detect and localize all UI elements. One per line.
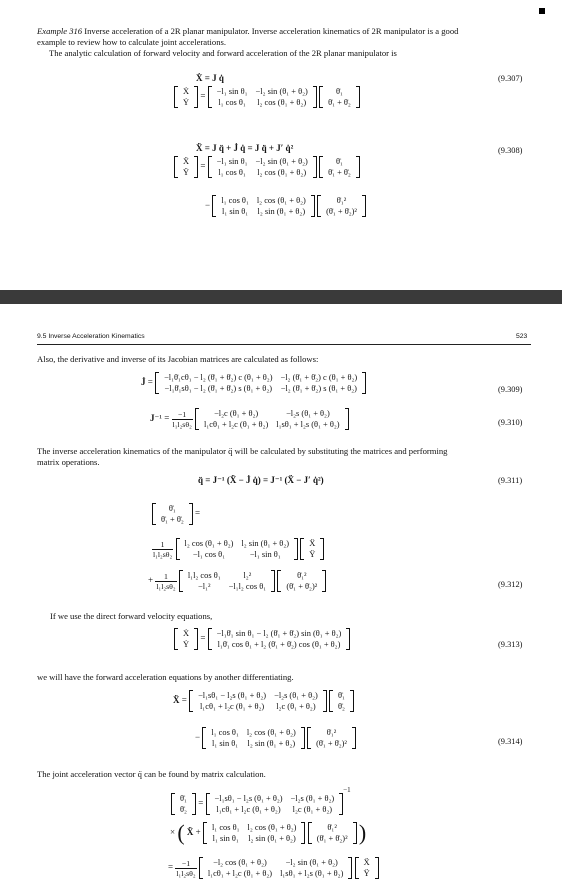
paragraph-inverse-accel-1: The inverse acceleration kinematics of the manipulator q̈ will be calculated by substituting the matrices and performing [37,446,448,456]
equation-9308-matrix-1: Ẍ Ÿ = −l₁ sin θ₁ −l₂ sin (θ₁ + θ₂) l₁ cos θ₁ l₂ cos (θ₁ + θ₂) θ̈₁ θ̈₁ + θ̈₂ [174,156,360,178]
equation-9307-matrix: Ẋ Ẏ = −l₁ sin θ₁ −l₂ sin (θ₁ + θ₂) l₁ cos θ₁ l₂ cos (θ₁ + θ₂) θ̇₁ θ̇₁ + θ̇₂ [174,86,360,108]
equation-number-9309: (9.309) [498,385,523,394]
example-intro-2: example to review how to calculate joint accelerations. [37,37,226,47]
equation-number-9311: (9.311) [498,476,523,485]
paragraph-inverse-accel-2: matrix operations. [37,457,100,467]
equation-9314-line1: Ẍ = −l₁sθ₁ − l₂s (θ₁ + θ₂) −l₂s (θ₁ + θ₂) l₁cθ₁ + l₂c (θ₁ + θ₂) l₂c (θ₁ + θ₂) θ̈₁ θ̈₂ [173,690,354,712]
paragraph-joint-accel: The joint acceleration vector q̈ can be found by matrix calculation. [37,769,266,779]
equation-9309: J̇ = −l₁θ̇₁cθ₁ − l₂ (θ̇₁ + θ̇₂) c (θ₁ + θ₂) −l₂ (θ̇₁ + θ̇₂) c (θ₁ + θ₂) −l₁θ̇₁sθ₁ − l₂ (θ̇₁ + θ̇₂) s (θ₁ + θ₂) −l₂ (θ̇₁ + θ̇₂) s (θ₁ + θ₂) [141,372,366,394]
equation-9312-term2: + $\frac{1}{\text{l₁l₂sθ₂}}$ l₁l₂ cos θ₁ l₂² −l₁² −l₁l₂ cos θ₁ θ̇₁² (θ̇₁ + θ̇₂)² [148,570,326,592]
equation-number-9310: (9.310) [498,418,523,427]
equation-9310: J⁻¹ = $\frac{-1}{\text{l₁l₂sθ₂}}$ −l₂c (θ₁ + θ₂) −l₂s (θ₁ + θ₂) l₁cθ₁ + l₂c (θ₁ + θ₂) l₁sθ₁ + l₂s (θ₁ + θ₂) [150,408,349,430]
paragraph-inverse-accel [37,446,537,468]
equation-9312-term1: $\frac{1}{\text{l₁l₂sθ₂}}$ l₂ cos (θ₁ + θ₂) l₂ sin (θ₁ + θ₂) −l₁ cos θ₁ −l₁ sin θ₁ Ẍ Ÿ [152,538,324,560]
page-corner-mark [539,8,545,14]
equation-9311: q̈ = J⁻¹ (Ẍ − J̇ q̇) = J⁻¹ (Ẍ − J′ q̇²) [198,475,324,485]
equation-final-line2: × ( Ẍ + l₁ cos θ₁ l₂ cos (θ₁ + θ₂) l₁ sin θ₁ l₂ sin (θ₁ + θ₂) θ̇₁² (θ̇₁ + θ̇₂)² ) [170,820,367,845]
example-paragraph [37,26,537,59]
equation-number-9308: (9.308) [498,146,523,155]
equation-9312-lhs: θ̈₁ θ̈₁ + θ̈₂ = [152,503,200,525]
equation-9308-matrix-2: − l₁ cos θ₁ l₂ cos (θ₁ + θ₂) l₁ sin θ₁ l₂ sin (θ₁ + θ₂) θ̇₁² (θ̇₁ + θ̇₂)² [205,195,366,217]
equation-final-line1: θ̈₁ θ̈₂ = −l₁sθ₁ − l₂s (θ₁ + θ₂) −l₂s (θ₁ + θ₂) l₁cθ₁ + l₂c (θ₁ + θ₂) l₂c (θ₁ + θ₂) $^{-1}$ [171,786,351,815]
page-number: 523 [516,333,528,340]
equation-9307-header [196,73,224,83]
equation-9313: Ẋ Ẏ = −l₁θ̇₁ sin θ₁ − l₂ (θ̇₁ + θ̇₂) sin (θ₁ + θ₂) l₁θ̇₁ cos θ₁ + l₂ (θ̇₁ + θ̇₂) cos (θ₁ + θ₂) [174,628,350,650]
equation-9314-line2: − l₁ cos θ₁ l₂ cos (θ₁ + θ₂) l₁ sin θ₁ l₂ sin (θ₁ + θ₂) θ̇₁² (θ̇₁ + θ̇₂)² [195,727,356,749]
example-label: Example 316 [37,26,83,36]
example-title: Inverse acceleration of a 2R planar manipulator. [84,26,250,36]
paragraph-direct-velocity: If we use the direct forward velocity equations, [50,611,213,621]
running-head: 9.5 Inverse Acceleration Kinematics [37,333,145,340]
equation-9308-header [196,143,293,153]
example-intro-1: Inverse acceleration kinematics of 2R manipulator is a good [251,26,459,36]
equation-number-9307: (9.307) [498,74,523,83]
paragraph-forward-accel: we will have the forward acceleration equations by another differentiating. [37,672,294,682]
equation-9307-text: Ẋ = J q̇ [196,73,224,83]
equation-number-9313: (9.313) [498,640,523,649]
header-rule [37,344,531,345]
example-intro-3: The analytic calculation of forward velocity and forward acceleration of the 2R planar manipulator is [49,48,397,58]
page-break-bar [0,290,562,304]
equation-number-9314: (9.314) [498,737,523,746]
paragraph-jacobian-intro: Also, the derivative and inverse of its Jacobian matrices are calculated as follows: [37,354,319,364]
equation-final-line3: = $\frac{-1}{\text{l₁l₂sθ₂}}$ −l₂ cos (θ₁ + θ₂) −l₂ sin (θ₁ + θ₂) l₁cθ₁ + l₂c (θ₁ + θ₂) l₁sθ₁ + l₂s (θ₁ + θ₂) Ẍ Ÿ [168,857,379,879]
equation-number-9312: (9.312) [498,580,523,589]
equation-9308-text: Ẍ = J q̈ + J̇ q̇ = J q̈ + J′ q̇² [196,143,294,153]
